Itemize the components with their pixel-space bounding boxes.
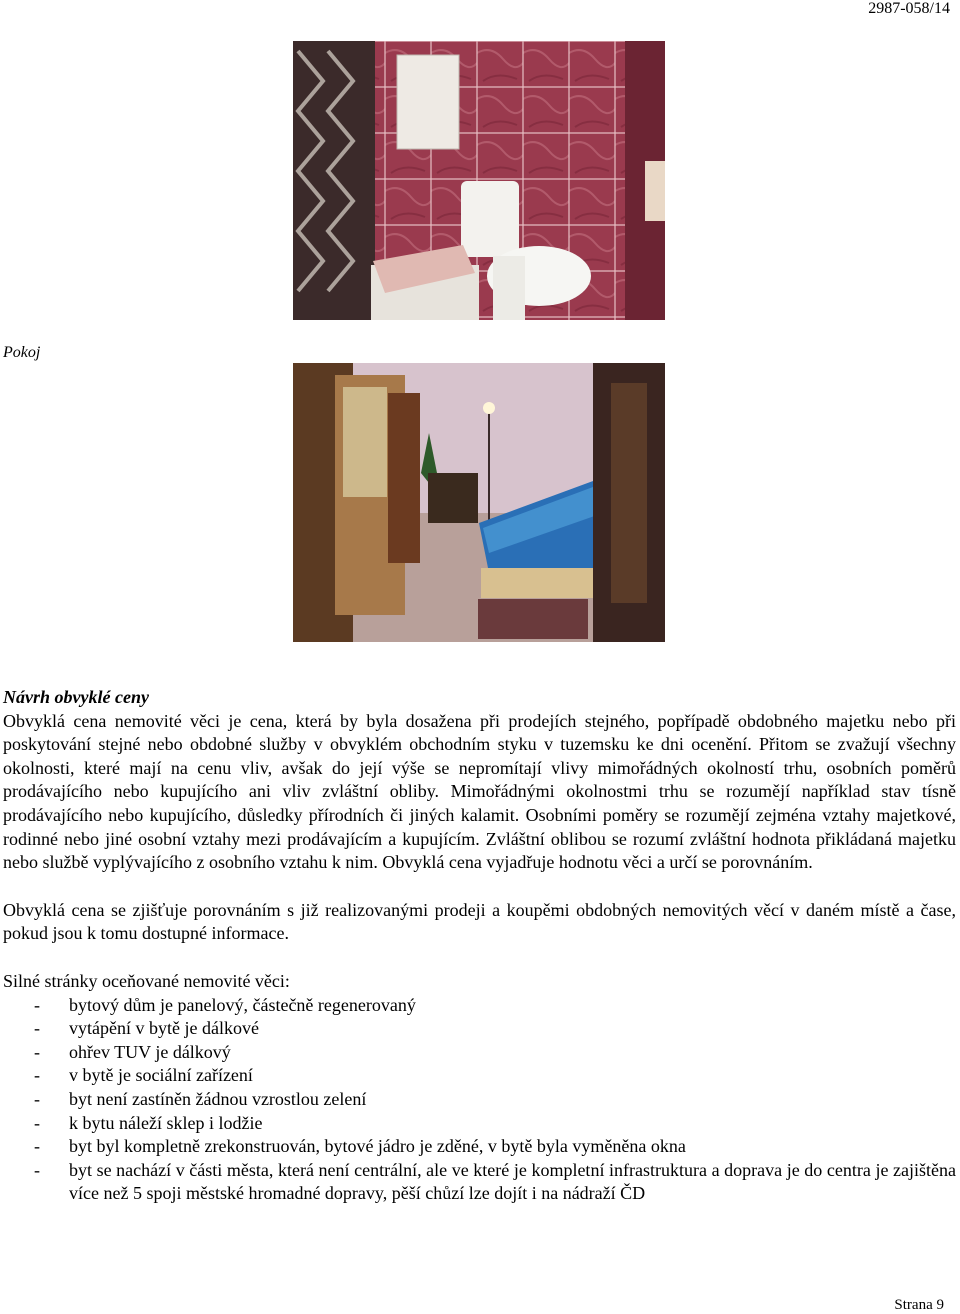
list-item [3,994,956,1018]
page-number: Strana 9 [894,1297,944,1313]
bathroom-photo [293,41,665,320]
list-item-text: vytápění v bytě je dálkové [69,1018,259,1039]
section-heading: Návrh obvyklé ceny [3,687,149,707]
room-photo [293,363,665,642]
list-item [3,1041,956,1065]
list-item-text: ohřev TUV je dálkový [69,1041,231,1062]
list-item [3,1112,956,1136]
list-dash: - [34,1136,40,1157]
list-item [3,1088,956,1112]
list-item-text: bytový dům je panelový, částečně regenerovaný [69,994,416,1015]
paragraph-comparison: Obvyklá cena se zjišťuje porovnáním s již realizovanými prodeji a koupěmi obdobných nemovitých věcí v daném místě a čase, pokud jsou k tomu dostupné informace. [3,899,956,944]
list-item [3,1135,956,1159]
list-dash: - [34,1159,40,1180]
list-item-text: byt není zastíněn žádnou vzrostlou zelení [69,1088,367,1109]
list-dash: - [34,1112,40,1133]
list-item-text: byt se nachází v části města, která není centrální, ale ve které je kompletní infrastruktura a doprava je do centra je zajištěna více než 5 spoji městské hromadné dopravy, pěší chůzí lze dojít i na nádraží ČD [69,1159,956,1204]
list-item [3,1159,956,1206]
list-dash: - [34,1065,40,1086]
document-id: 2987-058/14 [868,0,950,17]
list-dash: - [34,1018,40,1039]
list-dash: - [34,994,40,1015]
list-item-text: v bytě je sociální zařízení [69,1065,253,1086]
strengths-list [3,994,956,1206]
paragraph-definition: Obvyklá cena nemovité věci je cena, která by byla dosažena při prodejích stejného, popřípadě obdobného majetku nebo při poskytování stejné nebo obdobné služby v obvyklém obchodním styku v tuzemsku ke dni ocenění. Přitom se zvažují všechny okolnosti, které mají na cenu vliv, avšak do její výše se nepromítají vlivy mimořádných okolností trhu, osobních poměrů prodávajícího nebo kupujícího ani vliv zvláštní obliby. Mimořádnými okolnostmi trhu se rozumějí například stav tísně prodávajícího nebo kupujícího, důsledky přírodních či jiných kalamit. Osobními poměry se rozumějí zejména vztahy majetkové, rodinné nebo jiné osobní vztahy mezi prodávajícím a kupujícím. Zvláštní oblibou se rozumí zvláštní hodnota přikládaná majetku nebo službě vyplývajícího z osobního vztahu k nim. Obvyklá cena vyjadřuje hodnotu věci a určí se porovnáním. [3,710,956,873]
photo-caption: Pokoj [3,344,41,361]
list-item-text: byt byl kompletně zrekonstruován, bytové jádro je zděné, v bytě byla vyměněna okna [69,1136,686,1157]
list-dash: - [34,1088,40,1109]
valuation-section [3,686,956,1206]
list-item [3,1017,956,1041]
strengths-title: Silné stránky oceňované nemovité věci: [3,970,290,991]
list-item-text: k bytu náleží sklep i lodžie [69,1112,263,1133]
list-dash: - [34,1041,40,1062]
list-item [3,1064,956,1088]
